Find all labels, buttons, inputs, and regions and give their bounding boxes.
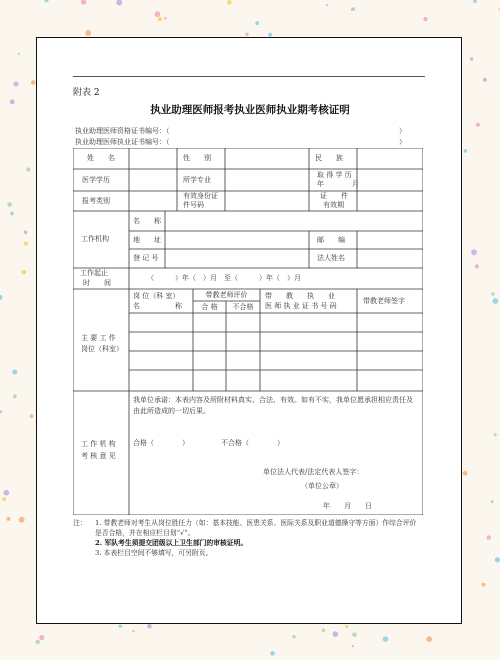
confetti-dot: [255, 21, 259, 25]
id-doc-sub: 件号码: [183, 201, 204, 209]
work-period-sub: 时 间: [83, 279, 111, 287]
cert-line-qualification: [75, 126, 406, 136]
note-item: 2. 军队考生须提交团级以上卫生部门的审核证明。: [95, 539, 248, 547]
post-header: 岗 位（科 室）: [133, 292, 180, 300]
work-period-label: 工作起止: [80, 269, 108, 277]
signer-label: 单位法人代表/法定代表人签字：: [263, 468, 364, 476]
confetti-dot: [491, 500, 494, 503]
confetti-dot: [30, 414, 34, 418]
confetti-dot: [471, 249, 477, 255]
confetti-dot: [426, 636, 432, 642]
obtain-date-label: 取 得 学 历: [317, 171, 352, 179]
confetti-dot: [158, 17, 162, 21]
id-valid-sub: 有效期: [323, 201, 344, 209]
confetti-dot: [475, 264, 479, 268]
confetti-dot: [423, 17, 427, 21]
pledge-text: 我单位承诺：本表内容及所附材料真实、合法、有效。如有不实，我单位愿承担相应责任及由此所造成的一切后果。: [133, 396, 413, 415]
unqualified-header: 不合格: [232, 303, 254, 311]
confetti-dot: [292, 635, 295, 638]
table-border: [73, 148, 423, 515]
confetti-dot: [383, 636, 389, 642]
post-header-sub: 名 称: [133, 302, 182, 310]
mentor-cert-sub: 医 师 执 业 证 书 号 码: [265, 302, 337, 310]
org-name-label: 名 称: [133, 217, 161, 225]
appendix-label: 附表 2: [73, 88, 100, 98]
confetti-dot: [13, 394, 17, 398]
confetti-dot: [326, 4, 328, 6]
note-item: 3. 本表栏目空间不够填写，可另附页。: [95, 549, 213, 557]
fail-option: 不合格（ ）: [221, 439, 284, 447]
work-org-label: 工作机构: [81, 235, 109, 243]
confetti-dot: [85, 30, 91, 36]
work-period-dates: （ ）年（ ）月 至（ ）年（ ）月: [147, 274, 301, 282]
cert-open: （: [166, 127, 170, 135]
mentor-cert-header: 带 教 执 业: [265, 292, 335, 300]
confetti-dot: [464, 149, 467, 152]
confetti-dot: [31, 80, 36, 85]
confetti-dot: [0, 295, 3, 300]
confetti-dot: [486, 535, 491, 540]
legal-rep-label: 法人姓名: [317, 254, 345, 262]
confetti-dot: [36, 640, 40, 644]
major-label: 所学专业: [183, 176, 211, 184]
confetti-dot: [352, 632, 357, 637]
org-postcode-label: 邮 编: [317, 236, 345, 244]
confetti-dot: [470, 57, 474, 61]
obtain-date-sub: 年 月: [317, 180, 359, 188]
gender-label: 性 别: [183, 154, 211, 162]
confetti-dot: [352, 645, 354, 647]
exam-category-label: 报考类别: [82, 197, 110, 205]
confetti-dot: [2, 497, 6, 501]
main-post-sub: 岗位（科室）: [81, 345, 123, 353]
confetti-dot: [322, 629, 326, 633]
notes-prefix: 注：: [73, 519, 87, 527]
confetti-dot: [491, 293, 494, 296]
id-valid-label: 证 件: [320, 192, 348, 200]
confetti-dot: [270, 651, 275, 656]
confetti-dot: [476, 123, 480, 127]
confetti-dot: [4, 490, 10, 496]
confetti-dot: [116, 0, 122, 6]
confetti-dot: [39, 635, 44, 640]
confetti-dot: [482, 583, 486, 587]
confetti-dot: [44, 0, 48, 2]
cert-close: ）: [399, 138, 406, 146]
org-address-label: 地 址: [133, 236, 161, 244]
confetti-dot: [463, 471, 468, 476]
review-sub: 考 核 意 见: [81, 452, 116, 460]
confetti-dot: [351, 8, 354, 11]
confetti-dot: [473, 0, 477, 3]
id-doc-label: 有效身份证: [183, 192, 218, 200]
cert-open: （: [166, 138, 170, 146]
confetti-dot: [24, 242, 28, 246]
confetti-dot: [493, 298, 499, 304]
note-item: 1. 带教老师对考生从岗位胜任力（如：基本技能、医患关系、医际关系及职业道德操守等方面）作综合评价是否合格，并在相应栏目划“√”。: [95, 519, 417, 537]
confetti-dot: [147, 624, 152, 629]
confetti-dot: [164, 17, 167, 20]
confetti-dot: [495, 557, 500, 562]
name-label: 姓 名: [87, 154, 115, 162]
confetti-dot: [0, 410, 2, 413]
pass-option: 合格（ ）: [133, 439, 189, 447]
confetti-dot: [6, 517, 10, 521]
mentor-sign-header: 带教老师签字: [363, 297, 405, 305]
education-label: 医学学历: [82, 176, 110, 184]
confetti-dot: [24, 230, 28, 234]
confetti-dot: [119, 625, 122, 628]
confetti-dot: [14, 82, 19, 87]
ethnicity-label: 民 族: [315, 154, 343, 162]
date-label: 年 月 日: [323, 502, 372, 510]
confetti-dot: [12, 370, 17, 375]
table-lines: [73, 148, 423, 515]
confetti-dot: [26, 167, 30, 171]
review-label: 工 作 机 构: [81, 440, 116, 448]
confetti-dot: [333, 631, 339, 637]
cert-line-practice: [75, 137, 406, 147]
cert-label: 执业助理医师资格证书编号：: [75, 127, 166, 135]
confetti-dot: [245, 33, 248, 36]
confetti-dot: [21, 270, 26, 275]
cert-label: 执业助理医师执业证书编号：: [75, 138, 166, 146]
seal-label: （单位公章）: [301, 482, 343, 490]
qualified-header: 合 格: [201, 303, 218, 311]
form-title: 执业助理医师报考执业医师执业期考核证明: [150, 104, 350, 116]
confetti-dot: [494, 433, 497, 436]
confetti-dot: [345, 625, 348, 628]
cert-close: ）: [399, 127, 406, 135]
top-divider: [73, 76, 425, 77]
form-table: [73, 148, 423, 515]
confetti-dot: [483, 78, 487, 82]
confetti-dot: [132, 630, 134, 632]
confetti-dot: [18, 53, 20, 55]
main-post-label: 主 要 工 作: [81, 334, 116, 342]
confetti-dot: [155, 11, 161, 17]
org-reg-no-label: 登 记 号: [133, 254, 159, 262]
mentor-eval-header: 带教老师评价: [205, 291, 248, 299]
confetti-dot: [10, 212, 14, 216]
confetti-dot: [19, 517, 25, 523]
confetti-dot: [81, 0, 86, 5]
confetti-dot: [7, 202, 12, 207]
form-sheet: [36, 37, 462, 624]
confetti-dot: [10, 99, 15, 104]
confetti-dot: [227, 0, 232, 5]
